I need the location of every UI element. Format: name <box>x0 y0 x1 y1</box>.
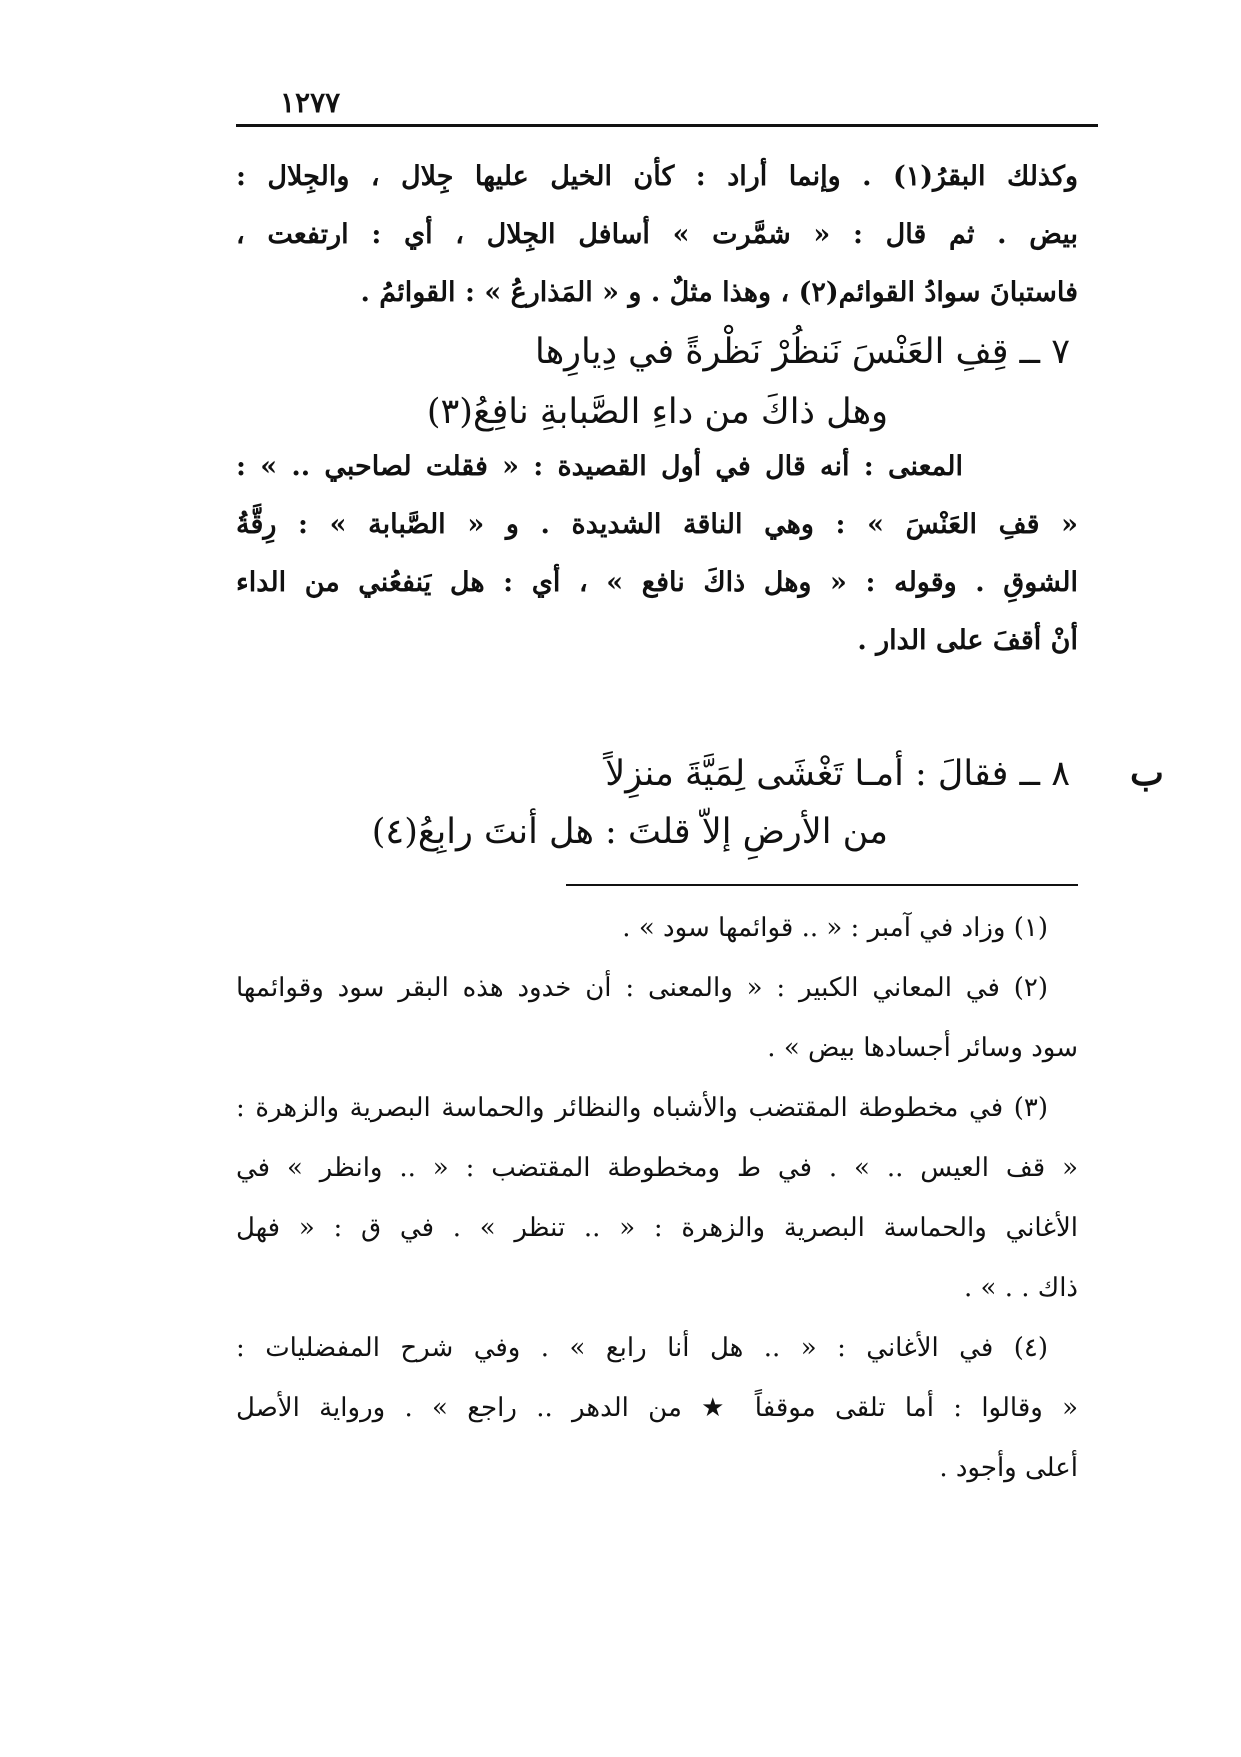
footnote-line: « وقالوا : أما تلقى موقفاً ★ من الدهر .. راجع » . ورواية الأصل <box>236 1393 1078 1423</box>
text-line: المعنى : أنه قال في أول القصيدة : « فقلت لصاحبي .. » : <box>236 451 963 482</box>
footnotes <box>236 898 1078 1498</box>
verse-8-first-hemistich: ٨ ــ فقالَ : أمـا تَغْشَى لِمَيَّةَ منزِلاً <box>605 754 1070 794</box>
header-rule <box>236 124 1098 127</box>
footnote-4: (٤) في الأغاني : « .. هل أنا رابع » . وفي شرح المفضليات : <box>236 1333 1048 1363</box>
margin-mark: ب <box>1130 752 1164 794</box>
verse-7-second-hemistich: وهل ذاكَ من داءِ الصَّبابةِ نافِعُ(٣) <box>426 392 888 432</box>
footnote-line: أعلى وأجود . <box>939 1453 1078 1483</box>
text-line: أنْ أقفَ على الدار . <box>857 625 1078 656</box>
footnote-line: ذاك . . » . <box>964 1273 1078 1303</box>
text-line: وكذلك البقرُ(١) . وإنما أراد : كأن الخيل عليها جِلال ، والجِلال : <box>236 161 1078 192</box>
footnote-line: سود وسائر أجسادها بيض » . <box>767 1033 1078 1063</box>
footnote-1: (١) وزاد في آمبر : « .. قوائمها سود » . <box>622 913 1048 943</box>
text-line: « قفِ العَنْسَ » : وهي الناقة الشديدة . و « الصَّبابة » : رِقَّةُ <box>236 509 1078 540</box>
verse-8-second-hemistich: من الأرضِ إلاّ قلتَ : هل أنتَ رابِعُ(٤) <box>371 812 888 852</box>
footnote-2: (٢) في المعاني الكبير : « والمعنى : أن خدود هذه البقر سود وقوائمها <box>236 973 1048 1003</box>
commentary-paragraph-2 <box>236 438 1078 670</box>
text-line: فاستبانَ سوادُ القوائم(٢) ، وهذا مثلٌ . و « المَذارعُ » : القوائمُ . <box>360 277 1078 308</box>
text-line: بيض . ثم قال : « شمَّرت » أسافل الجِلال ، أي : ارتفعت ، <box>236 219 1078 250</box>
footnote-3: (٣) في مخطوطة المقتضب والأشباه والنظائر والحماسة البصرية والزهرة : <box>236 1093 1048 1123</box>
footnote-line: الأغاني والحماسة البصرية والزهرة : « .. تنظر » . في ق : « فهل <box>236 1213 1078 1243</box>
text-line: الشوقِ . وقوله : « وهل ذاكَ نافع » ، أي : هل يَنفعُني من الداء <box>236 567 1078 598</box>
page-number: ١٢٧٧ <box>280 86 341 119</box>
footnote-separator <box>566 884 1078 886</box>
footnote-line: « قف العيس .. » . في ط ومخطوطة المقتضب : « .. وانظر » في <box>236 1153 1078 1183</box>
verse-7-first-hemistich: ٧ ــ قِفِ العَنْسَ نَنظُرْ نَظْرةً في دِيارِها <box>535 332 1070 372</box>
commentary-paragraph-1 <box>236 148 1078 322</box>
